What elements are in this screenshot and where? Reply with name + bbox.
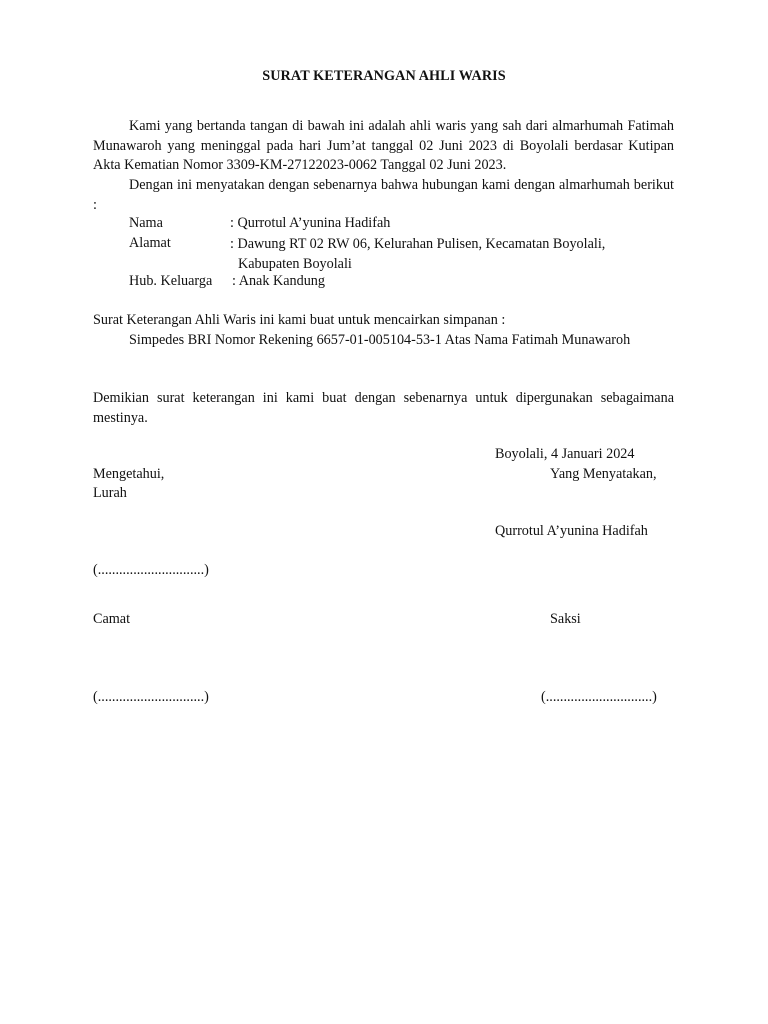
witness-label: Saksi (550, 611, 581, 627)
relation-label: Hub. Keluarga (129, 273, 213, 289)
address-line-2: Kabupaten Boyolali (238, 255, 352, 272)
camat-signature-blank: (..............................) (93, 689, 209, 705)
address-line-1: : Dawung RT 02 RW 06, Kelurahan Pulisen, Kecamatan Boyolali, (230, 236, 606, 252)
lurah-signature-blank: (..............................) (93, 562, 209, 578)
witness-signature-blank: (..............................) (541, 689, 657, 705)
acknowledged-label: Mengetahui, (93, 466, 165, 482)
place-date: Boyolali, 4 Januari 2024 (495, 446, 635, 462)
intro-paragraph: Kami yang bertanda tangan di bawah ini adalah ahli waris yang sah dari almarhumah Fatimah Munawaroh yang meninggal pada hari Jum’at tanggal 02 Juni 2023 di Boyolali berdasar Kutipan Akta Kematian Nomor 3309-KM-27122023-0062 Tanggal 02 Juni 2023. (93, 118, 674, 174)
lurah-label: Lurah (93, 485, 127, 501)
purpose-intro: Surat Keterangan Ahli Waris ini kami buat untuk mencairkan simpanan : (93, 312, 506, 328)
statement-paragraph: Dengan ini menyatakan dengan sebenarnya bahwa hubungan kami dengan almarhumah berikut : (93, 177, 674, 213)
address-value (230, 235, 674, 274)
purpose-detail: Simpedes BRI Nomor Rekening 6657-01-005104-53-1 Atas Nama Fatimah Munawaroh (129, 332, 631, 348)
declarant-label: Yang Menyatakan, (550, 466, 657, 482)
relation-value: : Anak Kandung (232, 273, 325, 289)
name-value: : Qurrotul A’yunina Hadifah (230, 215, 391, 231)
declarant-name: Qurrotul A’yunina Hadifah (495, 523, 648, 539)
address-label: Alamat (129, 235, 171, 251)
name-label: Nama (129, 215, 163, 231)
closing-paragraph: Demikian surat keterangan ini kami buat dengan sebenarnya untuk dipergunakan sebagaimana mestinya. (93, 390, 674, 426)
document-title: SURAT KETERANGAN AHLI WARIS (262, 68, 506, 84)
camat-label: Camat (93, 611, 131, 627)
